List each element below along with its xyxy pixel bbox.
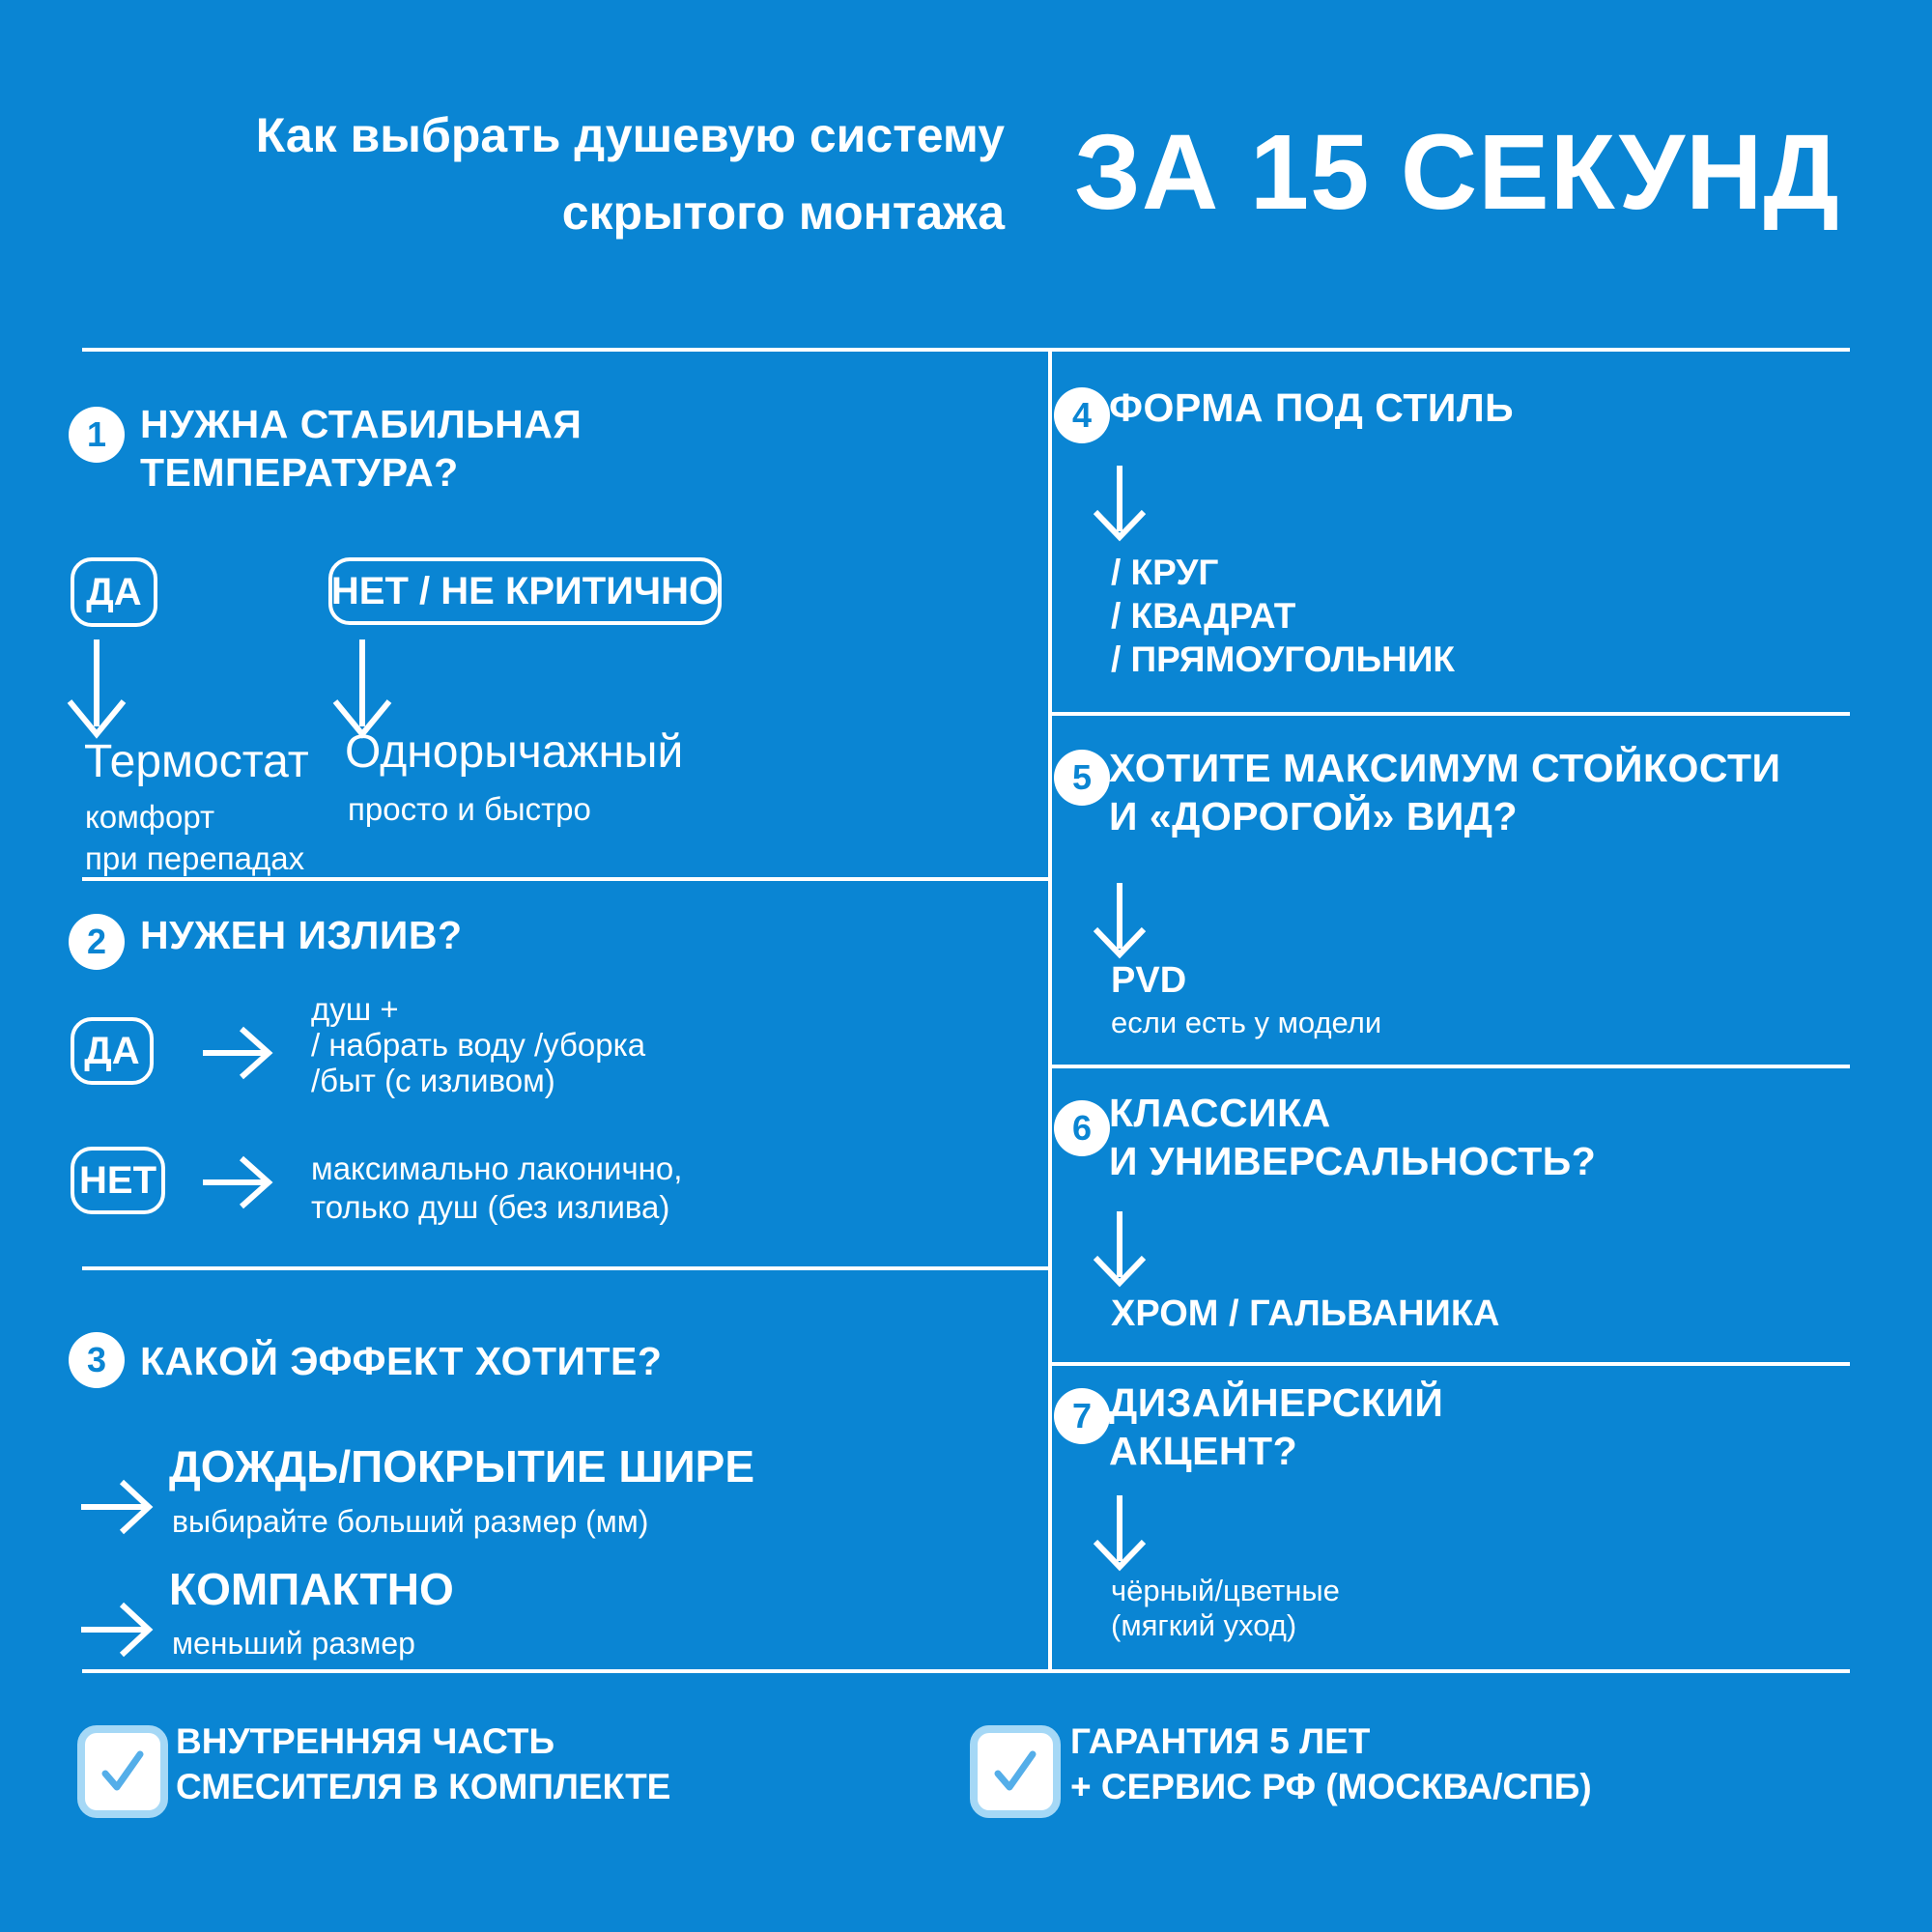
shape-list [1111, 551, 1455, 681]
thermostat-result-sub [85, 796, 304, 879]
right-arrow-icon [201, 1024, 276, 1082]
step-7-title-line-1: ДИЗАЙНЕРСКИЙ [1109, 1380, 1444, 1425]
badge-15-seconds: ЗА 15 СЕКУНД [1074, 113, 1840, 232]
step-4-number-badge: 4 [1054, 387, 1110, 443]
shape-list-item-rectangle: / ПРЯМОУГОЛЬНИК [1111, 639, 1455, 679]
column-divider [1048, 348, 1052, 1673]
footer-divider [82, 1669, 1850, 1673]
step-7-title-line-2: АКЦЕНТ? [1109, 1429, 1298, 1473]
step-2-yes-label: ДА [84, 1029, 140, 1072]
black-colored-result-sub: (мягкий уход) [1111, 1608, 1297, 1642]
page-title-line-1: Как выбрать душевую систему [255, 108, 1005, 162]
step-2-number-badge: 2 [69, 914, 125, 970]
chrome-result: ХРОМ / ГАЛЬВАНИКА [1111, 1293, 1500, 1334]
rain-option-title: ДОЖДЬ/ПОКРЫТИЕ ШИРЕ [169, 1441, 755, 1492]
single-lever-result-sub [348, 788, 591, 830]
footer-text-warranty [1070, 1719, 1592, 1809]
step-7-title [1109, 1378, 1443, 1475]
down-arrow-icon [1090, 464, 1150, 543]
right-divider-1 [1052, 712, 1850, 716]
footer-warranty-line-2: + СЕРВИС РФ (МОСКВА/СПБ) [1070, 1767, 1592, 1806]
right-divider-3 [1052, 1362, 1850, 1366]
step-2-no-text-line-1: максимально лаконично, [311, 1151, 683, 1186]
step-5-title-line-2: И «ДОРОГОЙ» ВИД? [1109, 794, 1519, 838]
step-1-title-line-1: НУЖНА СТАБИЛЬНАЯ [140, 402, 582, 446]
step-5-title-line-1: ХОТИТЕ МАКСИМУМ СТОЙКОСТИ [1109, 746, 1781, 790]
rain-option-sub: выбирайте больший размер (мм) [172, 1504, 649, 1539]
compact-option-title: КОМПАКТНО [169, 1564, 454, 1614]
step-2-no-pill [71, 1147, 165, 1214]
pvd-result: PVD [1111, 960, 1187, 1001]
step-2-yes-text-line-1: душ + [311, 991, 399, 1027]
step-2-title-line-1: НУЖЕН ИЗЛИВ? [140, 913, 463, 957]
step-7-number-badge: 7 [1054, 1388, 1110, 1444]
header-divider [82, 348, 1850, 352]
step-2-yes-text-line-2: / набрать воду /уборка [311, 1027, 646, 1063]
step-6-title-line-1: КЛАССИКА [1109, 1091, 1331, 1135]
thermostat-result-title: Термостат [84, 736, 309, 787]
right-divider-2 [1052, 1065, 1850, 1068]
step-1-yes-pill [71, 557, 157, 627]
step-6-number-badge: 6 [1054, 1100, 1110, 1156]
right-arrow-icon [79, 1599, 156, 1661]
step-1-yes-label: ДА [86, 570, 142, 613]
step-5-number-badge: 5 [1054, 750, 1110, 806]
footer-text-included-parts [176, 1719, 670, 1809]
step-2-no-text-line-2: только душ (без излива) [311, 1189, 670, 1225]
left-divider-2 [82, 1266, 1048, 1270]
single-lever-result-title: Однорычажный [345, 726, 684, 778]
thermostat-sub-line-1: комфорт [85, 799, 215, 835]
down-arrow-icon [1090, 881, 1150, 960]
step-1-no-label: НЕТ / НЕ КРИТИЧНО [330, 569, 720, 612]
footer-included-line-2: СМЕСИТЕЛЯ В КОМПЛЕКТЕ [176, 1767, 671, 1806]
checkbox-included-parts [77, 1725, 168, 1818]
right-arrow-icon [201, 1153, 276, 1211]
step-6-title-line-2: И УНИВЕРСАЛЬНОСТЬ? [1109, 1139, 1597, 1183]
step-2-yes-pill [71, 1017, 154, 1085]
check-icon [98, 1747, 148, 1797]
step-1-title [140, 400, 582, 497]
shape-list-item-circle: / КРУГ [1111, 553, 1219, 592]
step-6-title [1109, 1089, 1596, 1185]
down-arrow-icon [1090, 1209, 1150, 1289]
footer-included-line-1: ВНУТРЕННЯЯ ЧАСТЬ [176, 1721, 555, 1761]
step-4-title-line-1: ФОРМА ПОД СТИЛЬ [1109, 385, 1515, 430]
check-icon [990, 1747, 1040, 1797]
step-2-no-text [311, 1150, 682, 1227]
footer-warranty-line-1: ГАРАНТИЯ 5 ЛЕТ [1070, 1721, 1371, 1761]
checkbox-warranty [970, 1725, 1061, 1818]
step-2-yes-text [311, 991, 645, 1098]
black-colored-result: чёрный/цветные [1111, 1574, 1340, 1607]
step-2-yes-text-line-3: /быт (с изливом) [311, 1063, 555, 1098]
step-1-number-badge: 1 [69, 407, 125, 463]
step-1-no-pill [328, 557, 722, 625]
compact-option-sub: меньший размер [172, 1626, 415, 1661]
step-3-title [140, 1337, 662, 1385]
shape-list-item-square: / КВАДРАТ [1111, 596, 1296, 636]
step-4-title [1109, 384, 1514, 432]
step-3-title-line-1: КАКОЙ ЭФФЕКТ ХОТИТЕ? [140, 1339, 663, 1383]
down-arrow-icon [64, 638, 129, 740]
step-1-title-line-2: ТЕМПЕРАТУРА? [140, 450, 459, 495]
step-2-title [140, 911, 463, 959]
page-title [82, 97, 1005, 251]
down-arrow-icon [1090, 1493, 1150, 1573]
step-5-title [1109, 744, 1781, 840]
down-arrow-icon [329, 638, 395, 740]
right-arrow-icon [79, 1476, 156, 1538]
pvd-result-sub: если есть у модели [1111, 1006, 1382, 1039]
step-3-number-badge: 3 [69, 1332, 125, 1388]
page-title-line-2: скрытого монтажа [561, 185, 1005, 240]
thermostat-sub-line-2: при перепадах [85, 840, 305, 876]
step-2-no-label: НЕТ [79, 1158, 156, 1202]
single-lever-sub-line-1: просто и быстро [348, 791, 591, 827]
